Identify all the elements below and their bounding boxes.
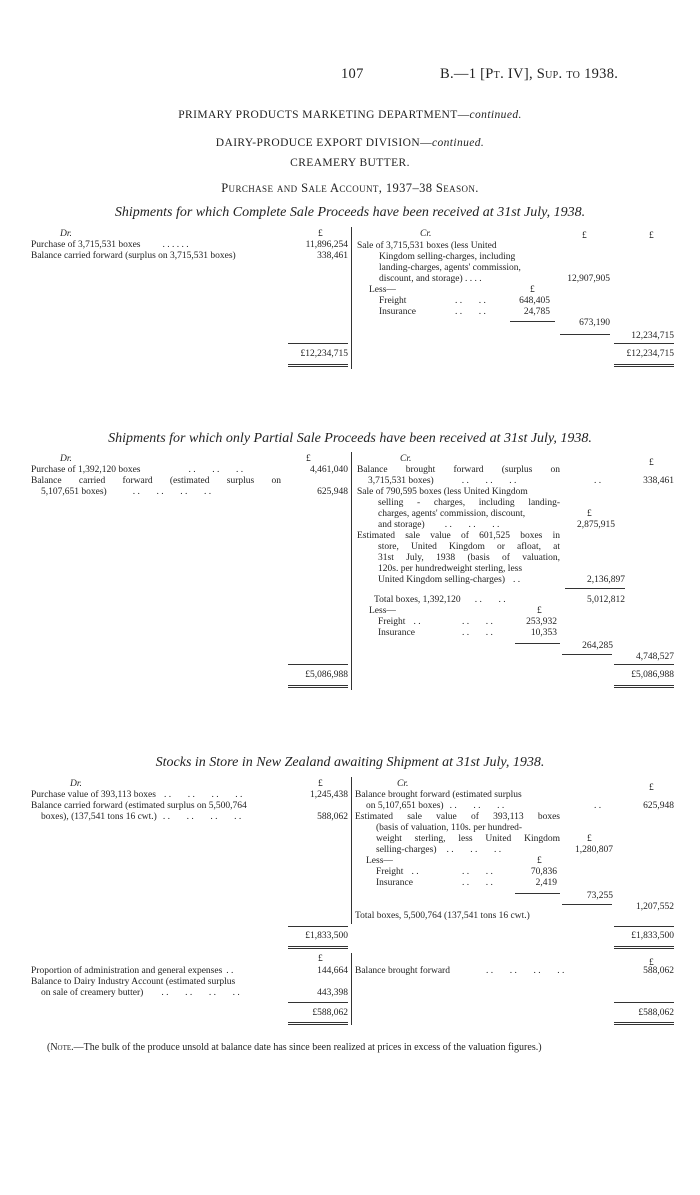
s2-sale-line-3: charges, agents' commission, discount, [378, 509, 526, 519]
s2-total-cr: £5,086,988 [631, 670, 674, 680]
s3b-cr-pound: £ [649, 958, 654, 968]
s3b-dr-pound: £ [318, 954, 323, 964]
s3-bbf-dots: . . [594, 801, 602, 811]
page-number: 107 [341, 66, 364, 82]
s2-insurance-label: Insurance [378, 628, 415, 638]
s1-insurance-amount: 24,785 [523, 307, 550, 317]
s3-est-line-3: weight sterling, less United Kingdom [376, 834, 560, 844]
s2-total-rule [565, 588, 625, 589]
footnote: (Note.—The bulk of the produce unsold at balance date has since been realized at prices in excess of the valuation figures.) [47, 1042, 542, 1053]
s1-cr-rule-bottom [614, 364, 674, 367]
s3b-bbf-amount: 588,062 [643, 966, 674, 976]
s2-est-line-3: 31st July, 1938 (basis of valuation, [378, 553, 560, 563]
s2-bbf-amount: 338,461 [643, 476, 674, 486]
s1-cr-rule-top [614, 343, 674, 344]
s1-credit-line-2: Kingdom selling-charges, including [379, 252, 516, 262]
s3-est-amount: 1,280,807 [575, 845, 613, 855]
s2-divider [351, 452, 352, 690]
s1-total-cr: £12,234,715 [626, 349, 674, 359]
s3-debit-label-1: Purchase value of 393,113 boxes . . . . . . . . [31, 790, 243, 800]
s3-total-cr: £1,833,500 [631, 931, 674, 941]
s3-debit-label-2a: Balance carried forward (estimated surplus on 5,500,764 [31, 801, 247, 811]
page-reference: B.—1 [Pt. IV], Sup. to 1938. [440, 66, 619, 82]
s2-total-boxes: Total boxes, 1,392,120 . . . . [374, 595, 506, 605]
s2-cr-rule-top [614, 664, 674, 665]
s2-dr-pound: £ [306, 454, 311, 464]
s3-total-boxes: Total boxes, 5,500,764 (137,541 tons 16 cwt.) [355, 911, 530, 921]
s3-dr-rule-bottom [288, 946, 348, 949]
s2-insurance-dots: . . . . [462, 628, 493, 638]
s2-bbf-line-2: 3,715,531 boxes) . . . . . . [368, 476, 517, 486]
s1-insurance-dots: . . . . [455, 307, 486, 317]
s3-divider [351, 777, 352, 924]
division-heading: DAIRY-PRODUCE EXPORT DIVISION—continued. [215, 137, 485, 149]
s1-less: Less— [369, 285, 396, 295]
s2-sale-pound: £ [587, 509, 592, 519]
s3-freight-label: Freight . . [376, 867, 419, 877]
s2-debit-amount-2: 625,948 [317, 487, 348, 497]
s3b-dr-rule-bottom [288, 1022, 348, 1025]
account-heading: Purchase and Sale Account, 1937–38 Season. [221, 181, 479, 195]
section2-title: Shipments for which only Partial Sale Proceeds have been received at 31st July, 1938. [108, 431, 592, 446]
s2-est-line-1: Estimated sale value of 601,525 boxes in [357, 531, 560, 541]
s3b-debit-amount-2: 443,398 [317, 988, 348, 998]
s3-insurance-amount: 2,419 [535, 878, 557, 888]
s1-debit-amount-1: 11,896,254 [305, 240, 348, 250]
s1-credit-line-4: discount, and storage) . . . . [379, 274, 482, 284]
s3b-bbf-label: Balance brought forward . . . . . . . . [355, 966, 565, 976]
s2-est-line-2: store, United Kingdom or afloat, at [378, 542, 560, 552]
s3-bbf-amount: 625,948 [643, 801, 674, 811]
s2-dr-rule-bottom [288, 685, 348, 688]
s2-est-amount: 2,136,897 [587, 575, 625, 585]
s3-less: Less— [366, 856, 393, 866]
s3-est-line-4: selling-charges) . . . . . . [376, 845, 502, 855]
s2-sale-line-1: Sale of 790,595 boxes (less United Kingdom [357, 487, 528, 497]
s3-cr-pound: £ [649, 783, 654, 793]
s3b-total-cr: £588,062 [638, 1008, 674, 1018]
s3-debit-amount-1: 1,245,438 [310, 790, 348, 800]
s2-less-total: 264,285 [582, 641, 613, 651]
s2-debit-label-2a: Balance carried forward (estimated surplus on [31, 476, 281, 486]
s1-credit-line-3: landing-charges, agents' commission, [379, 263, 521, 273]
s3-cr-rule-bottom [614, 946, 674, 949]
s1-total-dr: £12,234,715 [300, 349, 348, 359]
s3b-debit-label-2b: on sale of creamery butter) . . . . . . . . [41, 988, 240, 998]
s3b-debit-label-2a: Balance to Dairy Industry Account (estimated surplus [31, 977, 236, 987]
s1-less-total: 673,190 [579, 318, 610, 328]
s2-debit-amount-1: 4,461,040 [310, 465, 348, 475]
s1-divider [351, 227, 352, 369]
s3-insurance-label: Insurance [376, 878, 413, 888]
s3b-divider [351, 953, 352, 1025]
s3-freight-amount: 70,836 [530, 867, 557, 877]
s1-credit-line-1: Sale of 3,715,531 boxes (less United [357, 241, 497, 251]
s1-freight-amount: 648,405 [519, 296, 550, 306]
s3b-debit-amount-1: 144,664 [317, 966, 348, 976]
section3-title: Stocks in Store in New Zealand awaiting Shipment at 31st July, 1938. [155, 755, 545, 770]
s1-dr-label: Dr. [60, 229, 72, 239]
department-heading: PRIMARY PRODUCTS MARKETING DEPARTMENT—continued. [178, 109, 522, 121]
s1-cr-pound1: £ [582, 231, 587, 241]
s2-bbf-line-1: Balance brought forward (surplus on [357, 465, 560, 475]
s1-net: 12,234,715 [631, 331, 674, 341]
s2-less-pound: £ [537, 606, 542, 616]
s1-dr-rule-top [288, 343, 348, 344]
section1-title: Shipments for which Complete Sale Proceeds have been received at 31st July, 1938. [114, 205, 586, 220]
s2-insurance-amount: 10,353 [530, 628, 557, 638]
s1-debit-amount-2: 338,461 [317, 251, 348, 261]
s2-sale-amount: 2,875,915 [577, 520, 615, 530]
s2-freight-label: Freight . . [378, 617, 421, 627]
s1-cr-label: Cr. [420, 229, 432, 239]
s3-dr-label: Dr. [70, 779, 82, 789]
s1-dr-pound: £ [318, 229, 323, 239]
s2-freight-dots: . . . . [462, 617, 493, 627]
s3-cr-label: Cr. [397, 779, 409, 789]
s1-debit-label-1: Purchase of 3,715,531 boxes . . . . . . [31, 240, 189, 250]
s3-net: 1,207,552 [636, 902, 674, 912]
s3-freight-dots: . . . . [462, 867, 493, 877]
s1-freight-dots: . . . . [455, 296, 486, 306]
s3-less-pound: £ [537, 856, 542, 866]
s2-dr-rule-top [288, 664, 348, 665]
s1-cr-pound2: £ [649, 231, 654, 241]
s3-less-total: 73,255 [586, 891, 613, 901]
s2-debit-label-2b: 5,107,651 boxes) . . . . . . . . [41, 487, 212, 497]
s3-insurance-dots: . . . . [462, 878, 493, 888]
s2-total-amount: 5,012,812 [587, 595, 625, 605]
s1-dr-rule-bottom [288, 364, 348, 367]
s3b-dr-rule-top [288, 1002, 348, 1003]
s2-net: 4,748,527 [636, 652, 674, 662]
s3-est-pound: £ [587, 834, 592, 844]
s3-bbf-line-1: Balance brought forward (estimated surplus [355, 790, 522, 800]
s1-debit-label-2: Balance carried forward (surplus on 3,715,531 boxes) [31, 251, 236, 261]
s2-est-line-4: 120s. per hundredweight sterling, less [378, 564, 523, 574]
s2-dr-label: Dr. [60, 454, 72, 464]
s2-cr-pound: £ [649, 458, 654, 468]
s1-less-pound: £ [530, 285, 535, 295]
s2-est-line-5: United Kingdom selling-charges) . . [378, 575, 521, 585]
s1-insurance-label: Insurance [379, 307, 416, 317]
s3b-cr-rule-bottom [614, 1022, 674, 1025]
s2-less: Less— [369, 606, 396, 616]
s2-freight-amount: 253,932 [526, 617, 557, 627]
s1-sub-rule [560, 334, 610, 335]
s3b-total-dr: £588,062 [312, 1008, 348, 1018]
s3b-debit-label-1: Proportion of administration and general expenses . . [31, 966, 234, 976]
s2-cr-rule-bottom [614, 685, 674, 688]
s2-cr-label: Cr. [400, 454, 412, 464]
s2-total-dr: £5,086,988 [305, 670, 348, 680]
s3-debit-amount-2: 588,062 [317, 812, 348, 822]
s2-bbf-dots: . . [594, 476, 602, 486]
s2-sale-line-2: selling - charges, including landing- [378, 498, 560, 508]
s2-debit-label-1: Purchase of 1,392,120 boxes . . . . . . [31, 465, 244, 475]
s3-est-line-1: Estimated sale value of 393,113 boxes [355, 812, 560, 822]
s3-bbf-line-2: on 5,107,651 boxes) . . . . . . [366, 801, 505, 811]
s3-dr-rule-top [288, 926, 348, 927]
s2-sale-line-4: and storage) . . . . . . [378, 520, 500, 530]
s3-total-dr: £1,833,500 [305, 931, 348, 941]
s3-est-line-2: (basis of valuation, 110s. per hundred- [376, 823, 523, 833]
s3-cr-rule-top [614, 926, 674, 927]
s3b-cr-rule-top [614, 1002, 674, 1003]
s3-debit-label-2b: boxes), (137,541 tons 16 cwt.) . . . . . . . . [41, 812, 242, 822]
s1-sale-amount: 12,907,905 [567, 274, 610, 284]
product-heading: CREAMERY BUTTER. [290, 157, 410, 169]
s3-dr-pound: £ [318, 779, 323, 789]
s1-freight-label: Freight [379, 296, 407, 306]
